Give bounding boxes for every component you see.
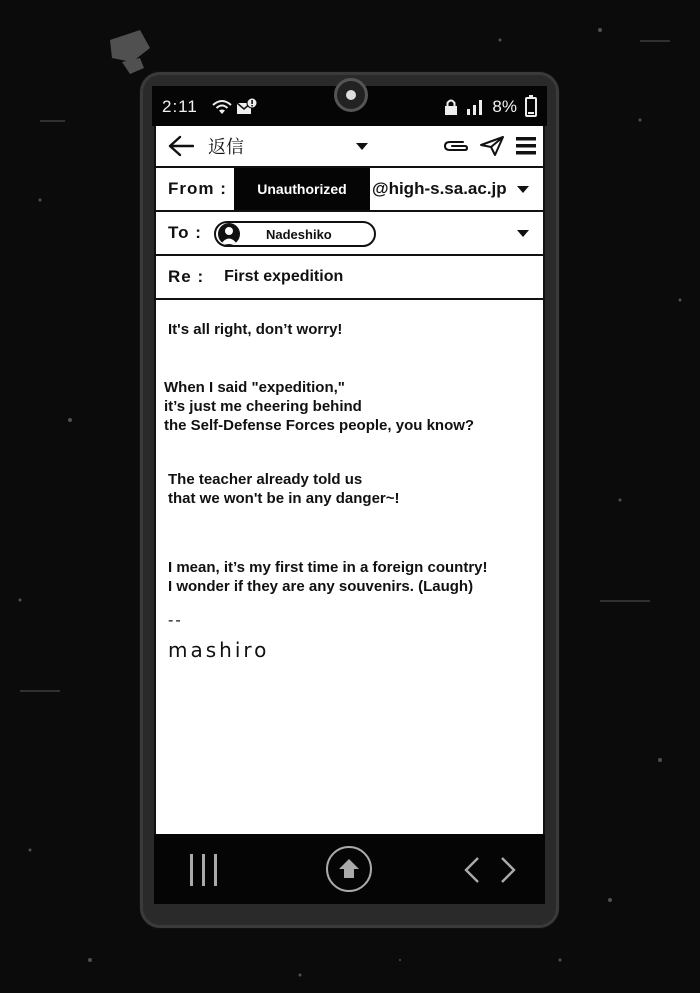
from-dropdown-icon[interactable] bbox=[517, 186, 529, 193]
from-account-redacted: Unauthorized bbox=[234, 168, 370, 210]
recent-apps-icon[interactable] bbox=[190, 854, 217, 886]
message-line: When I said "expedition," bbox=[164, 379, 345, 396]
paperclip-icon[interactable] bbox=[443, 138, 469, 154]
reply-mode-dropdown-icon[interactable] bbox=[356, 143, 368, 150]
to-row[interactable] bbox=[156, 212, 543, 256]
subject-label: Re : bbox=[168, 267, 205, 286]
reply-mode-title[interactable]: 返信 bbox=[208, 137, 244, 158]
recipient-name: Nadeshiko bbox=[266, 226, 332, 242]
avatar-icon bbox=[218, 223, 240, 245]
to-label: To : bbox=[168, 223, 202, 242]
from-label: From : bbox=[168, 179, 227, 198]
message-line: I mean, it’s my first time in a foreign country! bbox=[168, 559, 488, 576]
app-bar-actions bbox=[443, 135, 537, 157]
message-line: that we won't be in any danger~! bbox=[168, 490, 400, 507]
send-icon[interactable] bbox=[479, 135, 505, 157]
battery-icon bbox=[525, 97, 537, 117]
status-left-icons bbox=[212, 98, 258, 116]
home-up-arrow-icon bbox=[328, 848, 370, 890]
message-body[interactable] bbox=[156, 300, 543, 834]
status-right bbox=[444, 97, 537, 117]
subject-text[interactable]: First expedition bbox=[224, 268, 344, 285]
message-paragraph-2 bbox=[164, 378, 474, 435]
message-line: It's all right, don’t worry! bbox=[168, 321, 343, 338]
mail-compose-screen bbox=[154, 126, 545, 834]
lock-icon bbox=[444, 98, 458, 116]
status-time: 2:11 bbox=[162, 97, 198, 116]
message-line: the Self-Defense Forces people, you know? bbox=[164, 417, 475, 434]
message-line: I wonder if they are any souvenirs. (Laugh) bbox=[168, 578, 474, 595]
subject-row[interactable] bbox=[156, 256, 543, 300]
message-line: The teacher already told us bbox=[168, 471, 363, 488]
home-button[interactable] bbox=[326, 846, 372, 892]
nav-arrows-icon[interactable] bbox=[462, 854, 520, 886]
signature-separator: -- bbox=[168, 612, 183, 629]
wifi-icon bbox=[212, 99, 232, 115]
app-bar bbox=[156, 126, 543, 168]
message-paragraph-3 bbox=[168, 470, 400, 508]
mail-alert-icon bbox=[236, 98, 258, 116]
message-paragraph-4 bbox=[168, 558, 488, 596]
status-bar bbox=[152, 90, 547, 124]
signature-name: mashiro bbox=[168, 638, 270, 662]
message-line: it’s just me cheering behind bbox=[164, 398, 362, 415]
navigation-bar bbox=[154, 834, 545, 904]
from-domain: @high-s.sa.ac.jp bbox=[372, 179, 507, 198]
recipient-chip[interactable] bbox=[214, 221, 376, 247]
phone-frame bbox=[140, 72, 559, 928]
battery-percent: 8% bbox=[492, 97, 517, 116]
message-paragraph-1 bbox=[168, 320, 342, 339]
to-dropdown-icon[interactable] bbox=[517, 230, 529, 237]
menu-icon[interactable] bbox=[515, 136, 537, 156]
from-row[interactable] bbox=[156, 168, 543, 212]
back-arrow-icon[interactable] bbox=[168, 135, 194, 157]
signal-icon bbox=[466, 98, 484, 116]
